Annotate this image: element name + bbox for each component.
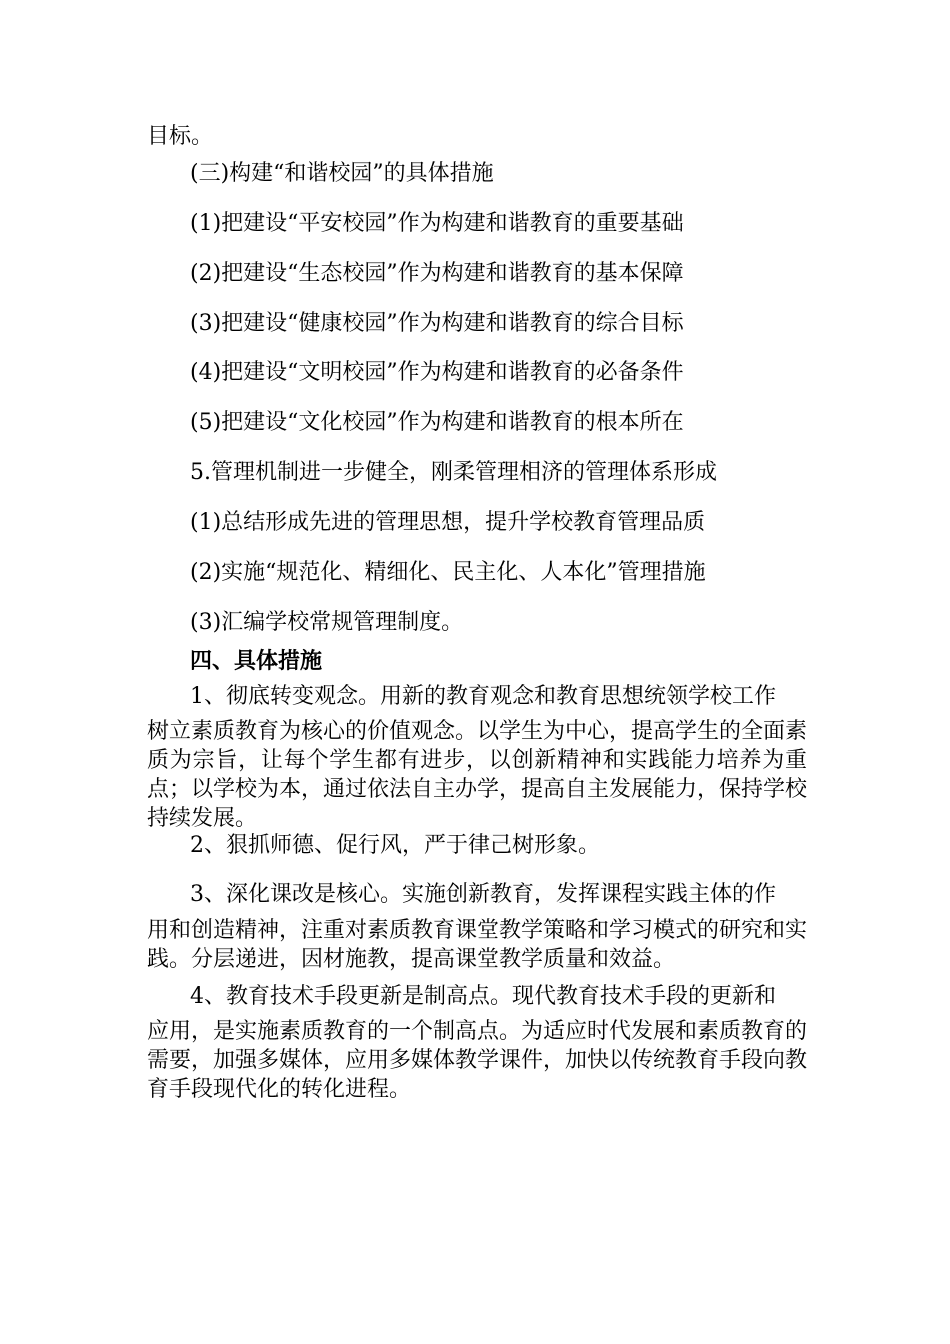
list-item-management-thought: (1)总结形成先进的管理思想，提升学校教育管理品质 (190, 510, 706, 535)
list-item-healthy-campus: (3)把建设“健康校园”作为构建和谐教育的综合目标 (190, 311, 684, 336)
list-item-management-measures: (2)实施“规范化、精细化、民主化、人本化”管理措施 (190, 560, 706, 585)
list-item-cultural-campus: (5)把建设“文化校园”作为构建和谐教育的根本所在 (190, 410, 684, 435)
measure-2: 2、狠抓师德、促行风，严于律己树形象。 (190, 833, 600, 858)
measure-1-first-line: 1、彻底转变观念。用新的教育观念和教育思想统领学校工作 (190, 684, 776, 709)
section-heading: 四、具体措施 (190, 648, 323, 674)
subheading-management-mechanism: 5.管理机制进一步健全，刚柔管理相济的管理体系形成 (190, 460, 717, 485)
text-line-goal: 目标。 (147, 124, 214, 149)
list-item-civilized-campus: (4)把建设“文明校园”作为构建和谐教育的必备条件 (190, 360, 684, 385)
measure-4-body: 应用，是实施素质教育的一个制高点。为适应时代发展和素质教育的需要，加强多媒体，应用多媒体教学课件，加快以传统教育手段向教育手段现代化的转化进程。 (147, 1019, 808, 1102)
measure-4-first-line: 4、教育技术手段更新是制高点。现代教育技术手段的更新和 (190, 984, 776, 1009)
list-item-safe-campus: (1)把建设“平安校园”作为构建和谐教育的重要基础 (190, 211, 684, 236)
list-item-ecological-campus: (2)把建设“生态校园”作为构建和谐教育的基本保障 (190, 261, 684, 286)
measure-1-body: 树立素质教育为核心的价值观念。以学生为中心，提高学生的全面素质为宗旨，让每个学生都有进步，以创新精神和实践能力培养为重点；以学校为本，通过依法自主办学，提高自主发展能力，保持学校持续发展。 (147, 719, 808, 831)
subheading-harmonious-campus: (三)构建“和谐校园”的具体措施 (190, 161, 494, 186)
measure-3-body: 用和创造精神，注重对素质教育课堂教学策略和学习模式的研究和实践。分层递进，因材施教，提高课堂教学质量和效益。 (147, 918, 808, 972)
measure-3-first-line: 3、深化课改是核心。实施创新教育，发挥课程实践主体的作 (190, 882, 776, 907)
list-item-management-rules: (3)汇编学校常规管理制度。 (190, 610, 464, 635)
